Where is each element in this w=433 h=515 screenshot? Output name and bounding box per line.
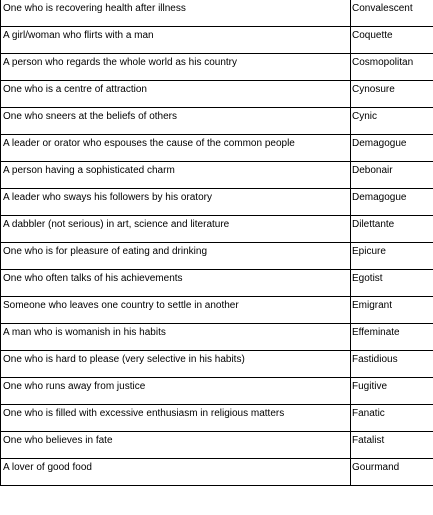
word-cell: Effeminate bbox=[351, 324, 433, 351]
definition-cell: A girl/woman who flirts with a man bbox=[1, 27, 351, 54]
table-row bbox=[1, 189, 433, 216]
table-row bbox=[1, 162, 433, 189]
table-row bbox=[1, 108, 433, 135]
definition-cell: One who is hard to please (very selective in his habits) bbox=[1, 351, 351, 378]
word-cell: Egotist bbox=[351, 270, 433, 297]
table-row bbox=[1, 27, 433, 54]
definition-cell: One who sneers at the beliefs of others bbox=[1, 108, 351, 135]
definition-cell: One who runs away from justice bbox=[1, 378, 351, 405]
table-row bbox=[1, 81, 433, 108]
table-row bbox=[1, 459, 433, 486]
table-row bbox=[1, 0, 433, 27]
definition-cell: One who is for pleasure of eating and drinking bbox=[1, 243, 351, 270]
definition-cell: A leader or orator who espouses the cause of the common people bbox=[1, 135, 351, 162]
word-cell: Fatalist bbox=[351, 432, 433, 459]
word-cell: Dilettante bbox=[351, 216, 433, 243]
table-row bbox=[1, 378, 433, 405]
definition-cell: One who is filled with excessive enthusiasm in religious matters bbox=[1, 405, 351, 432]
word-cell: Demagogue bbox=[351, 189, 433, 216]
definition-cell: One who often talks of his achievements bbox=[1, 270, 351, 297]
definition-cell: Someone who leaves one country to settle in another bbox=[1, 297, 351, 324]
definition-cell: One who believes in fate bbox=[1, 432, 351, 459]
definition-cell: One who is a centre of attraction bbox=[1, 81, 351, 108]
definition-cell: A person having a sophisticated charm bbox=[1, 162, 351, 189]
table-row bbox=[1, 135, 433, 162]
table-row bbox=[1, 216, 433, 243]
table-row bbox=[1, 243, 433, 270]
word-cell: Cosmopolitan bbox=[351, 54, 433, 81]
definition-cell: A man who is womanish in his habits bbox=[1, 324, 351, 351]
table-row bbox=[1, 297, 433, 324]
definition-cell: A lover of good food bbox=[1, 459, 351, 486]
word-cell: Cynic bbox=[351, 108, 433, 135]
definition-cell: A dabbler (not serious) in art, science and literature bbox=[1, 216, 351, 243]
definition-cell: A person who regards the whole world as his country bbox=[1, 54, 351, 81]
word-cell: Coquette bbox=[351, 27, 433, 54]
word-cell: Demagogue bbox=[351, 135, 433, 162]
word-cell: Emigrant bbox=[351, 297, 433, 324]
word-cell: Epicure bbox=[351, 243, 433, 270]
word-cell: Debonair bbox=[351, 162, 433, 189]
table-row bbox=[1, 324, 433, 351]
table-row bbox=[1, 351, 433, 378]
word-cell: Fugitive bbox=[351, 378, 433, 405]
word-cell: Convalescent bbox=[351, 0, 433, 27]
table-row bbox=[1, 54, 433, 81]
word-cell: Fastidious bbox=[351, 351, 433, 378]
word-cell: Gourmand bbox=[351, 459, 433, 486]
definition-cell: One who is recovering health after illness bbox=[1, 0, 351, 27]
table-row bbox=[1, 405, 433, 432]
table-row bbox=[1, 432, 433, 459]
word-cell: Fanatic bbox=[351, 405, 433, 432]
word-cell: Cynosure bbox=[351, 81, 433, 108]
table-row bbox=[1, 270, 433, 297]
definition-cell: A leader who sways his followers by his oratory bbox=[1, 189, 351, 216]
